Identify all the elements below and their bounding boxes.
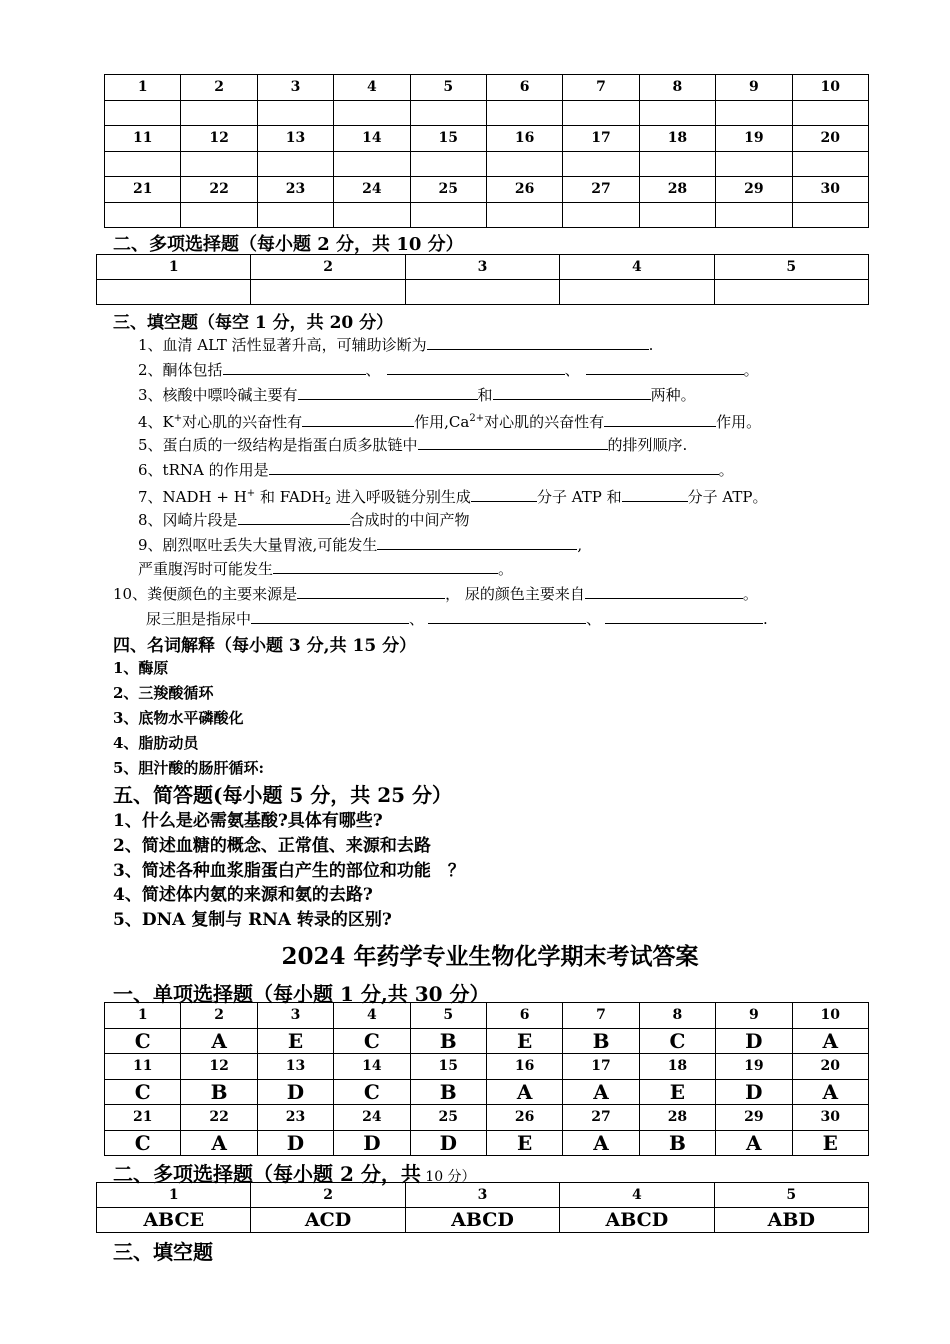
question-number: 21 [105, 177, 181, 203]
fill-blank-heading: 三、填空题（每空 1 分，共 20 分） [113, 313, 394, 333]
answer-value: C [105, 1130, 181, 1156]
multi-choice-heading: 二、多项选择题（每小题 2 分，共 10 分） [113, 234, 464, 255]
question-number: 13 [257, 126, 333, 152]
answer-value: D [257, 1079, 333, 1105]
question-number: 11 [105, 1054, 181, 1080]
answer-cell[interactable] [105, 151, 181, 177]
question-number: 8 [639, 1003, 715, 1029]
table-row [97, 1183, 869, 1208]
question-number: 12 [181, 126, 257, 152]
question-number: 30 [792, 177, 868, 203]
answer-value: ABD [714, 1208, 868, 1233]
multi-choice-answer-sheet [96, 254, 869, 305]
fill-question-10 [113, 583, 758, 604]
answer-cell[interactable] [486, 202, 562, 228]
question-text: 。 [718, 461, 734, 479]
answer-value: A [563, 1130, 639, 1156]
question-number: 8 [639, 75, 715, 101]
question-number: 30 [792, 1105, 868, 1131]
question-number: 15 [410, 126, 486, 152]
table-row [97, 255, 869, 280]
question-text: 、 [586, 610, 602, 628]
fill-question-1 [138, 334, 653, 355]
question-number: 19 [716, 1054, 792, 1080]
answer-value: A [563, 1079, 639, 1105]
answer-key-title: 2024 年药学专业生物化学期末考试答案 [281, 943, 699, 970]
question-number: 2 [181, 1003, 257, 1029]
question-number: 2 [181, 75, 257, 101]
answer-blank[interactable] [251, 608, 409, 624]
heading-text: 二、多项选择题（每小题 2 分，共 [113, 1162, 421, 1186]
answer-blank[interactable] [622, 486, 688, 502]
question-number: 20 [792, 1054, 868, 1080]
answer-value: C [105, 1079, 181, 1105]
question-number: 5 [410, 1003, 486, 1029]
answer-cell[interactable] [716, 151, 792, 177]
question-text: 3、核酸中嘌呤碱主要有 [138, 386, 298, 404]
question-number: 3 [405, 255, 559, 280]
answer-value: A [181, 1028, 257, 1054]
answer-value: C [105, 1028, 181, 1054]
answer-cell[interactable] [716, 100, 792, 126]
fill-question-7 [138, 484, 767, 512]
answer-blank[interactable] [298, 384, 478, 400]
fill-question-3 [138, 384, 696, 405]
question-number: 20 [792, 126, 868, 152]
question-number: 17 [563, 126, 639, 152]
question-number: 24 [334, 1105, 410, 1131]
answer-cell[interactable] [410, 202, 486, 228]
question-number: 14 [334, 1054, 410, 1080]
question-text: . [763, 610, 768, 628]
question-number: 26 [486, 177, 562, 203]
question-number: 29 [716, 1105, 792, 1131]
answer-fill-heading: 三、填空题 [113, 1240, 213, 1264]
answer-blank[interactable] [269, 459, 719, 475]
answer-value: D [716, 1079, 792, 1105]
question-number: 3 [257, 1003, 333, 1029]
answer-blank[interactable] [273, 558, 498, 574]
answer-value: C [334, 1028, 410, 1054]
question-number: 24 [334, 177, 410, 203]
fill-question-10-cont [146, 608, 768, 629]
answer-blank[interactable] [387, 359, 565, 375]
question-text: 作用。 [716, 413, 762, 431]
question-text: 。 [498, 560, 514, 578]
answer-value: A [486, 1079, 562, 1105]
question-text: 7、NADH + H [138, 488, 247, 506]
short-question: 3、简述各种血浆脂蛋白产生的部位和功能 ？ [113, 861, 465, 881]
question-number: 4 [560, 1183, 714, 1208]
answer-blank[interactable] [223, 359, 366, 375]
answer-value: B [410, 1079, 486, 1105]
answer-blank[interactable] [585, 583, 743, 599]
heading-text: 10 分） [420, 1169, 476, 1185]
question-text: 对心肌的兴奋性有 [484, 413, 605, 431]
answer-row [97, 280, 869, 305]
question-number: 10 [792, 1003, 868, 1029]
question-text: 4、K [138, 413, 174, 431]
answer-cell[interactable] [181, 151, 257, 177]
answer-cell[interactable] [251, 280, 405, 305]
question-number: 28 [639, 177, 715, 203]
question-text: 和 [477, 386, 493, 404]
table-row [105, 1105, 869, 1131]
question-text: 9、剧烈呕吐丢失大量胃液,可能发生 [138, 536, 378, 554]
answer-cell[interactable] [181, 202, 257, 228]
question-number: 1 [105, 75, 181, 101]
answer-cell[interactable] [563, 100, 639, 126]
question-text: 和 FADH [255, 488, 325, 506]
answer-cell[interactable] [639, 202, 715, 228]
question-text: 两种。 [650, 386, 696, 404]
answer-cell[interactable] [334, 202, 410, 228]
single-choice-answer-sheet [104, 74, 869, 228]
table-row [105, 1003, 869, 1029]
answer-cell[interactable] [563, 151, 639, 177]
question-text: 5、蛋白质的一级结构是指蛋白质多肽链中 [138, 436, 418, 454]
question-number: 5 [714, 255, 868, 280]
answer-value: ABCE [97, 1208, 251, 1233]
answer-blank[interactable] [586, 359, 744, 375]
answer-value: E [486, 1130, 562, 1156]
answer-blank[interactable] [605, 608, 763, 624]
answer-value: D [257, 1130, 333, 1156]
table-row [105, 126, 869, 152]
question-number: 22 [181, 1105, 257, 1131]
answer-blank[interactable] [604, 411, 716, 427]
answer-value: E [792, 1130, 868, 1156]
question-number: 3 [257, 75, 333, 101]
answer-cell[interactable] [486, 100, 562, 126]
question-number: 15 [410, 1054, 486, 1080]
question-number: 29 [716, 177, 792, 203]
question-number: 19 [716, 126, 792, 152]
question-text: 8、冈崎片段是 [138, 511, 238, 529]
question-number: 28 [639, 1105, 715, 1131]
question-text: 、 [365, 361, 381, 379]
fill-question-9-cont [138, 558, 513, 579]
answer-value: D [334, 1130, 410, 1156]
table-row [105, 177, 869, 203]
short-question: 4、简述体内氨的来源和氨的去路? [113, 885, 373, 905]
question-number: 16 [486, 126, 562, 152]
term-item: 4、脂肪动员 [113, 734, 199, 752]
question-number: 9 [716, 1003, 792, 1029]
answer-value: A [181, 1130, 257, 1156]
answer-value: ABCD [560, 1208, 714, 1233]
question-number: 3 [405, 1183, 559, 1208]
question-number: 5 [410, 75, 486, 101]
question-text: 。 [742, 585, 758, 603]
answer-cell[interactable] [97, 280, 251, 305]
fill-question-4 [138, 409, 761, 432]
answer-value: D [410, 1130, 486, 1156]
answer-blank[interactable] [428, 608, 586, 624]
answer-row [105, 151, 869, 177]
term-item: 2、三羧酸循环 [113, 684, 214, 702]
question-text: 的排列顺序. [607, 436, 688, 454]
short-question: 5、DNA 复制与 RNA 转录的区别? [113, 910, 392, 930]
table-row [105, 1079, 869, 1105]
question-number: 2 [251, 255, 405, 280]
question-number: 25 [410, 177, 486, 203]
question-number: 6 [486, 1003, 562, 1029]
answer-value: E [257, 1028, 333, 1054]
question-number: 23 [257, 1105, 333, 1131]
question-text: 1、血清 ALT 活性显著升高，可辅助诊断为 [138, 336, 427, 354]
answer-cell[interactable] [563, 202, 639, 228]
question-number: 4 [334, 1003, 410, 1029]
table-row [105, 1130, 869, 1156]
term-item: 1、酶原 [113, 659, 169, 677]
answer-cell[interactable] [181, 100, 257, 126]
answer-cell[interactable] [334, 151, 410, 177]
answer-cell[interactable] [410, 151, 486, 177]
answer-blank[interactable] [471, 486, 537, 502]
question-number: 18 [639, 1054, 715, 1080]
question-text: ， 尿的颜色主要来自 [445, 585, 585, 603]
answer-value: E [639, 1079, 715, 1105]
answer-cell[interactable] [257, 100, 333, 126]
question-text: 。 [743, 361, 759, 379]
fill-question-6 [138, 459, 734, 480]
answer-value: A [792, 1028, 868, 1054]
question-number: 4 [560, 255, 714, 280]
question-text: 作用,Ca [414, 413, 470, 431]
question-text: 合成时的中间产物 [349, 511, 470, 529]
question-text: 分子 ATP 和 [536, 488, 622, 506]
question-number: 25 [410, 1105, 486, 1131]
question-text: 、 [564, 361, 580, 379]
term-heading: 四、名词解释（每小题 3 分,共 15 分） [113, 636, 417, 656]
question-number: 10 [792, 75, 868, 101]
answer-value: B [563, 1028, 639, 1054]
table-row [105, 75, 869, 101]
fill-question-9 [138, 534, 582, 555]
question-number: 16 [486, 1054, 562, 1080]
question-number: 12 [181, 1054, 257, 1080]
question-text: 进入呼吸链分别生成 [331, 488, 471, 506]
superscript: + [246, 488, 256, 499]
answer-cell[interactable] [714, 280, 868, 305]
question-text: 2、酮体包括 [138, 361, 223, 379]
table-row [97, 1208, 869, 1233]
question-number: 1 [105, 1003, 181, 1029]
answer-cell[interactable] [486, 151, 562, 177]
question-number: 11 [105, 126, 181, 152]
answer-cell[interactable] [792, 100, 868, 126]
answer-blank[interactable] [427, 334, 649, 350]
answer-cell[interactable] [405, 280, 559, 305]
superscript: + [173, 413, 183, 424]
question-number: 6 [486, 75, 562, 101]
answer-cell[interactable] [639, 151, 715, 177]
question-number: 2 [251, 1183, 405, 1208]
answer-cell[interactable] [792, 151, 868, 177]
question-number: 7 [563, 75, 639, 101]
question-number: 5 [714, 1183, 868, 1208]
answer-cell[interactable] [257, 151, 333, 177]
answer-blank[interactable] [302, 411, 414, 427]
answer-value: ACD [251, 1208, 405, 1233]
question-text: 对心肌的兴奋性有 [182, 413, 303, 431]
question-text: 6、tRNA 的作用是 [138, 461, 269, 479]
question-number: 23 [257, 177, 333, 203]
question-number: 4 [334, 75, 410, 101]
answer-cell[interactable] [257, 202, 333, 228]
answer-value: A [716, 1130, 792, 1156]
table-row [105, 1054, 869, 1080]
question-number: 1 [97, 1183, 251, 1208]
answer-cell[interactable] [105, 202, 181, 228]
single-choice-answer-key [104, 1002, 869, 1156]
question-number: 13 [257, 1054, 333, 1080]
question-number: 27 [563, 1105, 639, 1131]
answer-value: E [486, 1028, 562, 1054]
answer-cell[interactable] [105, 100, 181, 126]
answer-row [105, 202, 869, 228]
answer-value: B [639, 1130, 715, 1156]
answer-blank[interactable] [297, 583, 445, 599]
term-item: 5、胆汁酸的肠肝循环: [113, 759, 264, 777]
question-number: 21 [105, 1105, 181, 1131]
answer-value: B [410, 1028, 486, 1054]
question-number: 14 [334, 126, 410, 152]
answer-value: D [716, 1028, 792, 1054]
question-text: 、 [409, 610, 425, 628]
multi-choice-answer-key [96, 1182, 869, 1233]
fill-question-5 [138, 434, 687, 455]
answer-value: C [334, 1079, 410, 1105]
answer-cell[interactable] [639, 100, 715, 126]
answer-value: B [181, 1079, 257, 1105]
answer-blank[interactable] [493, 384, 651, 400]
answer-row [105, 100, 869, 126]
question-text: 严重腹泻时可能发生 [138, 560, 274, 578]
subscript: 2 [324, 496, 332, 507]
fill-question-2 [138, 359, 759, 380]
answer-blank[interactable] [418, 434, 608, 450]
question-text: , [577, 536, 583, 554]
answer-value: ABCD [405, 1208, 559, 1233]
question-text: 分子 ATP。 [687, 488, 768, 506]
short-question: 2、简述血糖的概念、正常值、来源和去路 [113, 836, 431, 856]
question-text: 10、粪便颜色的主要来源是 [113, 585, 298, 603]
superscript: 2+ [469, 413, 485, 424]
answer-value: C [639, 1028, 715, 1054]
question-number: 22 [181, 177, 257, 203]
answer-value: A [792, 1079, 868, 1105]
term-item: 3、底物水平磷酸化 [113, 709, 244, 727]
short-answer-heading: 五、简答题(每小题 5 分，共 25 分） [113, 783, 453, 807]
answer-blank[interactable] [238, 509, 350, 525]
question-number: 9 [716, 75, 792, 101]
answer-single-heading: 一、单项选择题（每小题 1 分,共 30 分） [113, 982, 490, 1006]
question-number: 26 [486, 1105, 562, 1131]
question-text: 尿三胆是指尿中 [146, 610, 252, 628]
question-number: 1 [97, 255, 251, 280]
fill-question-8 [138, 509, 470, 530]
question-number: 27 [563, 177, 639, 203]
answer-cell[interactable] [334, 100, 410, 126]
question-number: 7 [563, 1003, 639, 1029]
question-text: . [648, 336, 654, 354]
answer-cell[interactable] [560, 280, 714, 305]
answer-cell[interactable] [716, 202, 792, 228]
answer-blank[interactable] [377, 534, 577, 550]
answer-cell[interactable] [410, 100, 486, 126]
answer-cell[interactable] [792, 202, 868, 228]
question-number: 18 [639, 126, 715, 152]
short-question: 1、什么是必需氨基酸?具体有哪些? [113, 811, 383, 831]
table-row [105, 1028, 869, 1054]
question-number: 17 [563, 1054, 639, 1080]
